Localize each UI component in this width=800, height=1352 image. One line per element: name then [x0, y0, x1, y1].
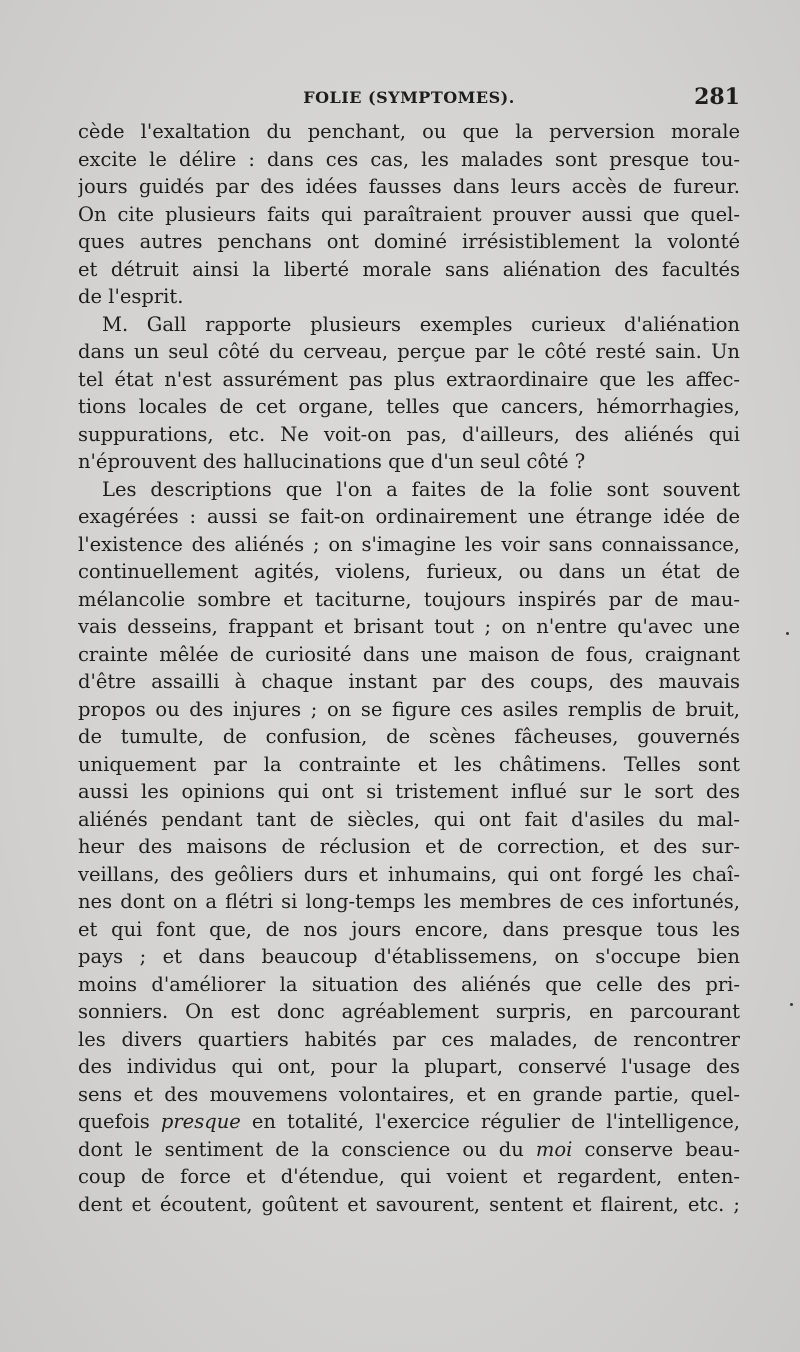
- text-line: On cite plusieurs faits qui paraîtraient prouver aussi que quel-: [78, 202, 740, 226]
- ink-speck: [790, 1003, 793, 1006]
- running-head: [78, 84, 740, 118]
- paragraph-start-line: Les descriptions que l'on a faites de la folie sont souvent: [102, 477, 740, 501]
- text-line: d'être assailli à chaque instant par des coups, des mauvais: [78, 670, 740, 693]
- text-line: et détruit ainsi la liberté morale sans aliénation des facultés: [78, 257, 740, 281]
- text-line: uniquement par la contrainte et les châtimens. Telles sont: [78, 752, 740, 776]
- text-line: suppurations, etc. Ne voit-on pas, d'ailleurs, des aliénés qui: [78, 422, 740, 446]
- page-number: 281: [694, 84, 740, 110]
- text-line: sens et des mouvemens volontaires, et en grande partie, quel-: [78, 1082, 740, 1106]
- ink-speck: [786, 632, 789, 635]
- text-line: sonniers. On est donc agréablement surpris, en parcourant: [78, 1000, 740, 1023]
- text-line: veillans, des geôliers durs et inhumains, qui ont forgé les chaî-: [78, 862, 740, 886]
- text-line: jours guidés par des idées fausses dans leurs accès de fureur.: [78, 175, 740, 198]
- text-line: excite le délire : dans ces cas, les malades sont presque tou-: [78, 147, 740, 171]
- text-line: continuellement agités, violens, furieux, ou dans un état de: [78, 560, 740, 583]
- paragraph-start-line: M. Gall rapporte plusieurs exemples curieux d'aliénation: [102, 312, 740, 336]
- text-line: dont le sentiment de la conscience ou du moi conserve beau-: [78, 1137, 740, 1161]
- text-line: vais desseins, frappant et brisant tout ; on n'entre qu'avec une: [78, 615, 740, 638]
- text-line: crainte mêlée de curiosité dans une maison de fous, craignant: [78, 642, 740, 666]
- text-line: pays ; et dans beaucoup d'établissemens, on s'occupe bien: [78, 945, 740, 968]
- text-line: de tumulte, de confusion, de scènes fâcheuses, gouvernés: [78, 725, 740, 748]
- running-title: FOLIE (SYMPTOMES).: [303, 88, 515, 107]
- text-line: moins d'améliorer la situation des aliénés que celle des pri-: [78, 972, 740, 996]
- text-line: nes dont on a flétri si long-temps les membres de ces infortunés,: [78, 890, 740, 913]
- text-line: coup de force et d'étendue, qui voient et regardent, enten-: [78, 1165, 740, 1188]
- text-line: ques autres penchans ont dominé irrésistiblement la volonté: [78, 230, 740, 253]
- text-line: cède l'exaltation du penchant, ou que la perversion morale: [78, 120, 740, 143]
- text-line: dent et écoutent, goûtent et savourent, sentent et flairent, etc. ;: [78, 1192, 740, 1216]
- text-line: dans un seul côté du cerveau, perçue par le côté resté sain. Un: [78, 340, 740, 363]
- text-line: l'existence des aliénés ; on s'imagine les voir sans connaissance,: [78, 532, 740, 556]
- text-line: heur des maisons de réclusion et de correction, et des sur-: [78, 835, 740, 858]
- text-line: aussi les opinions qui ont si tristement influé sur le sort des: [78, 780, 740, 803]
- text-line: aliénés pendant tant de siècles, qui ont fait d'asiles du mal-: [78, 807, 740, 831]
- text-line: de l'esprit.: [78, 285, 184, 308]
- text-line: les divers quartiers habités par ces malades, de rencontrer: [78, 1027, 740, 1051]
- body-text: [78, 118, 740, 1218]
- text-line: quefois presque en totalité, l'exercice régulier de l'intelligence,: [78, 1110, 740, 1133]
- emphasis: presque: [160, 1110, 241, 1133]
- text-line: mélancolie sombre et taciturne, toujours inspirés par de mau-: [78, 587, 740, 611]
- text-line: propos ou des injures ; on se figure ces asiles remplis de bruit,: [78, 697, 740, 721]
- text-line: tions locales de cet organe, telles que cancers, hémorrhagies,: [78, 395, 740, 418]
- text-line: tel état n'est assurément pas plus extraordinaire que les affec-: [78, 367, 740, 391]
- emphasis: moi: [535, 1137, 573, 1161]
- text-line: exagérées : aussi se fait-on ordinairement une étrange idée de: [78, 505, 740, 528]
- text-line: n'éprouvent des hallucinations que d'un seul côté ?: [78, 450, 586, 473]
- text-line: et qui font que, de nos jours encore, dans presque tous les: [78, 917, 740, 941]
- text-line: des individus qui ont, pour la plupart, conservé l'usage des: [78, 1055, 740, 1078]
